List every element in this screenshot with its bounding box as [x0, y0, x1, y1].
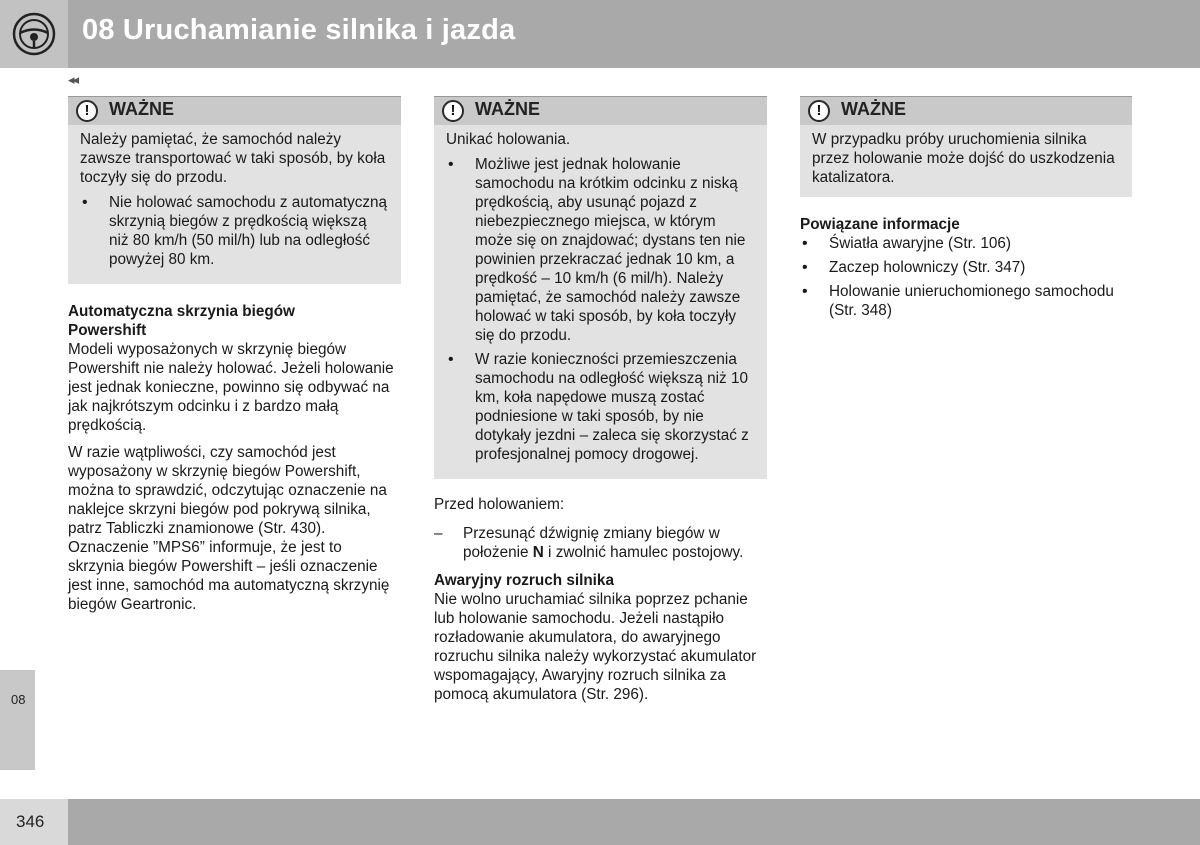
- step-dash: –: [434, 525, 443, 542]
- page-footer: [0, 799, 1200, 845]
- column-3: [800, 96, 1132, 325]
- warning-header: [800, 96, 1132, 125]
- step-text: Przesunąć dźwignię zmiany biegów w położenie: [463, 525, 720, 561]
- warning-bullets: [80, 193, 389, 269]
- warning-title: WAŻNE: [841, 99, 906, 119]
- previous-page-marker[interactable]: ◂◂: [68, 72, 78, 87]
- warning-header: [68, 96, 401, 125]
- related-link[interactable]: • Światła awaryjne (Str. 106): [800, 234, 1132, 253]
- column-2: [434, 96, 767, 712]
- warning-title: WAŻNE: [109, 99, 174, 119]
- side-tab-label: 08: [11, 692, 26, 707]
- warning-box: [434, 96, 767, 479]
- section-title: Awaryjny rozruch silnika: [434, 572, 614, 589]
- steering-wheel-icon: [12, 12, 56, 56]
- section-title: Automatyczna skrzynia biegów Powershift: [68, 303, 295, 339]
- paragraph: W razie wątpliwości, czy samochód jest wyposażony w skrzynię biegów Powershift, można to sprawdzić, odczytując oznaczenie na naklejce skrzyni biegów pod pokrywą silnika, patrz Tabliczki znamionowe (Str. 430). Oznaczenie ”MPS6” informuje, że jest to skrzynia biegów Powershift – jeśli oznaczenie jest inne, samochód ma automatyczną skrzynię biegów Geartronic.: [68, 444, 390, 613]
- paragraph: Nie wolno uruchamiać silnika poprzez pchanie lub holowanie samochodu. Jeżeli nastąpiło rozładowanie akumulatora, do awaryjnego rozruchu silnika należy wykorzystać akumulator wspomagający, Awaryjny rozruch silnika za pomocą akumulatora (Str. 296).: [434, 591, 757, 703]
- paragraph: Modeli wyposażonych w skrzynię biegów Powershift nie należy holować. Jeżeli holowanie jest jednak konieczne, powinno się odbywać na jak najkrótszym odcinku i z bardzo małą prędkością.: [68, 341, 394, 434]
- before-towing-label: Przed holowaniem:: [434, 496, 565, 513]
- gear-position: N: [532, 544, 544, 561]
- warning-header: [434, 96, 767, 125]
- related-link[interactable]: • Zaczep holowniczy (Str. 347): [800, 258, 1132, 277]
- warning-title: WAŻNE: [475, 99, 540, 119]
- warning-bullets: [446, 155, 755, 464]
- exclamation-icon: !: [808, 100, 830, 122]
- chapter-title: 08 Uruchamianie silnika i jazda: [82, 14, 516, 46]
- step-text-end: i zwolnić hamulec postojowy.: [543, 544, 744, 561]
- related-link[interactable]: • Holowanie unieruchomionego samochodu (Str. 348): [800, 282, 1132, 320]
- chapter-header: [0, 0, 1200, 68]
- warning-intro: W przypadku próby uruchomienia silnika przez holowanie może dojść do uszkodzenia katalizatora.: [812, 131, 1115, 186]
- warning-bullet: • W razie konieczności przemieszczenia samochodu na odległość większą niż 10 km, koła napędowe muszą zostać podniesione w taki sposób, by nie dotykały jezdni – zaleca się skorzystać z profesjonalnej pomocy drogowej.: [446, 350, 755, 464]
- column-1: [68, 96, 401, 622]
- warning-intro: Unikać holowania.: [446, 131, 571, 148]
- exclamation-icon: !: [442, 100, 464, 122]
- warning-bullet: • Możliwe jest jednak holowanie samochodu na krótkim odcinku z niską prędkością, aby usunąć pojazd z niebezpiecznego miejsca, w którym może się on znajdować; dystans ten nie powinien przekraczać jednak 10 km, a prędkość – 10 km/h (6 mil/h). Należy pamiętać, że samochód należy zawsze holować w taki sposób, by koła toczyły się do przodu.: [446, 155, 755, 345]
- instruction-step: [434, 524, 767, 562]
- warning-bullet: • Nie holować samochodu z automatyczną skrzynią biegów z prędkością większą niż 80 km/h (50 mil/h) lub na odległość powyżej 80 km.: [80, 193, 389, 269]
- chapter-icon-box: [0, 0, 68, 68]
- chapter-side-tab[interactable]: [0, 670, 35, 770]
- warning-box: [68, 96, 401, 284]
- related-title: Powiązane informacje: [800, 216, 960, 233]
- exclamation-icon: !: [76, 100, 98, 122]
- page-number-box: [0, 799, 68, 845]
- warning-box: [800, 96, 1132, 197]
- page-number: 346: [16, 812, 45, 831]
- related-links: [800, 234, 1132, 320]
- warning-intro: Należy pamiętać, że samochód należy zawsze transportować w taki sposób, by koła toczyły się do przodu.: [80, 131, 386, 186]
